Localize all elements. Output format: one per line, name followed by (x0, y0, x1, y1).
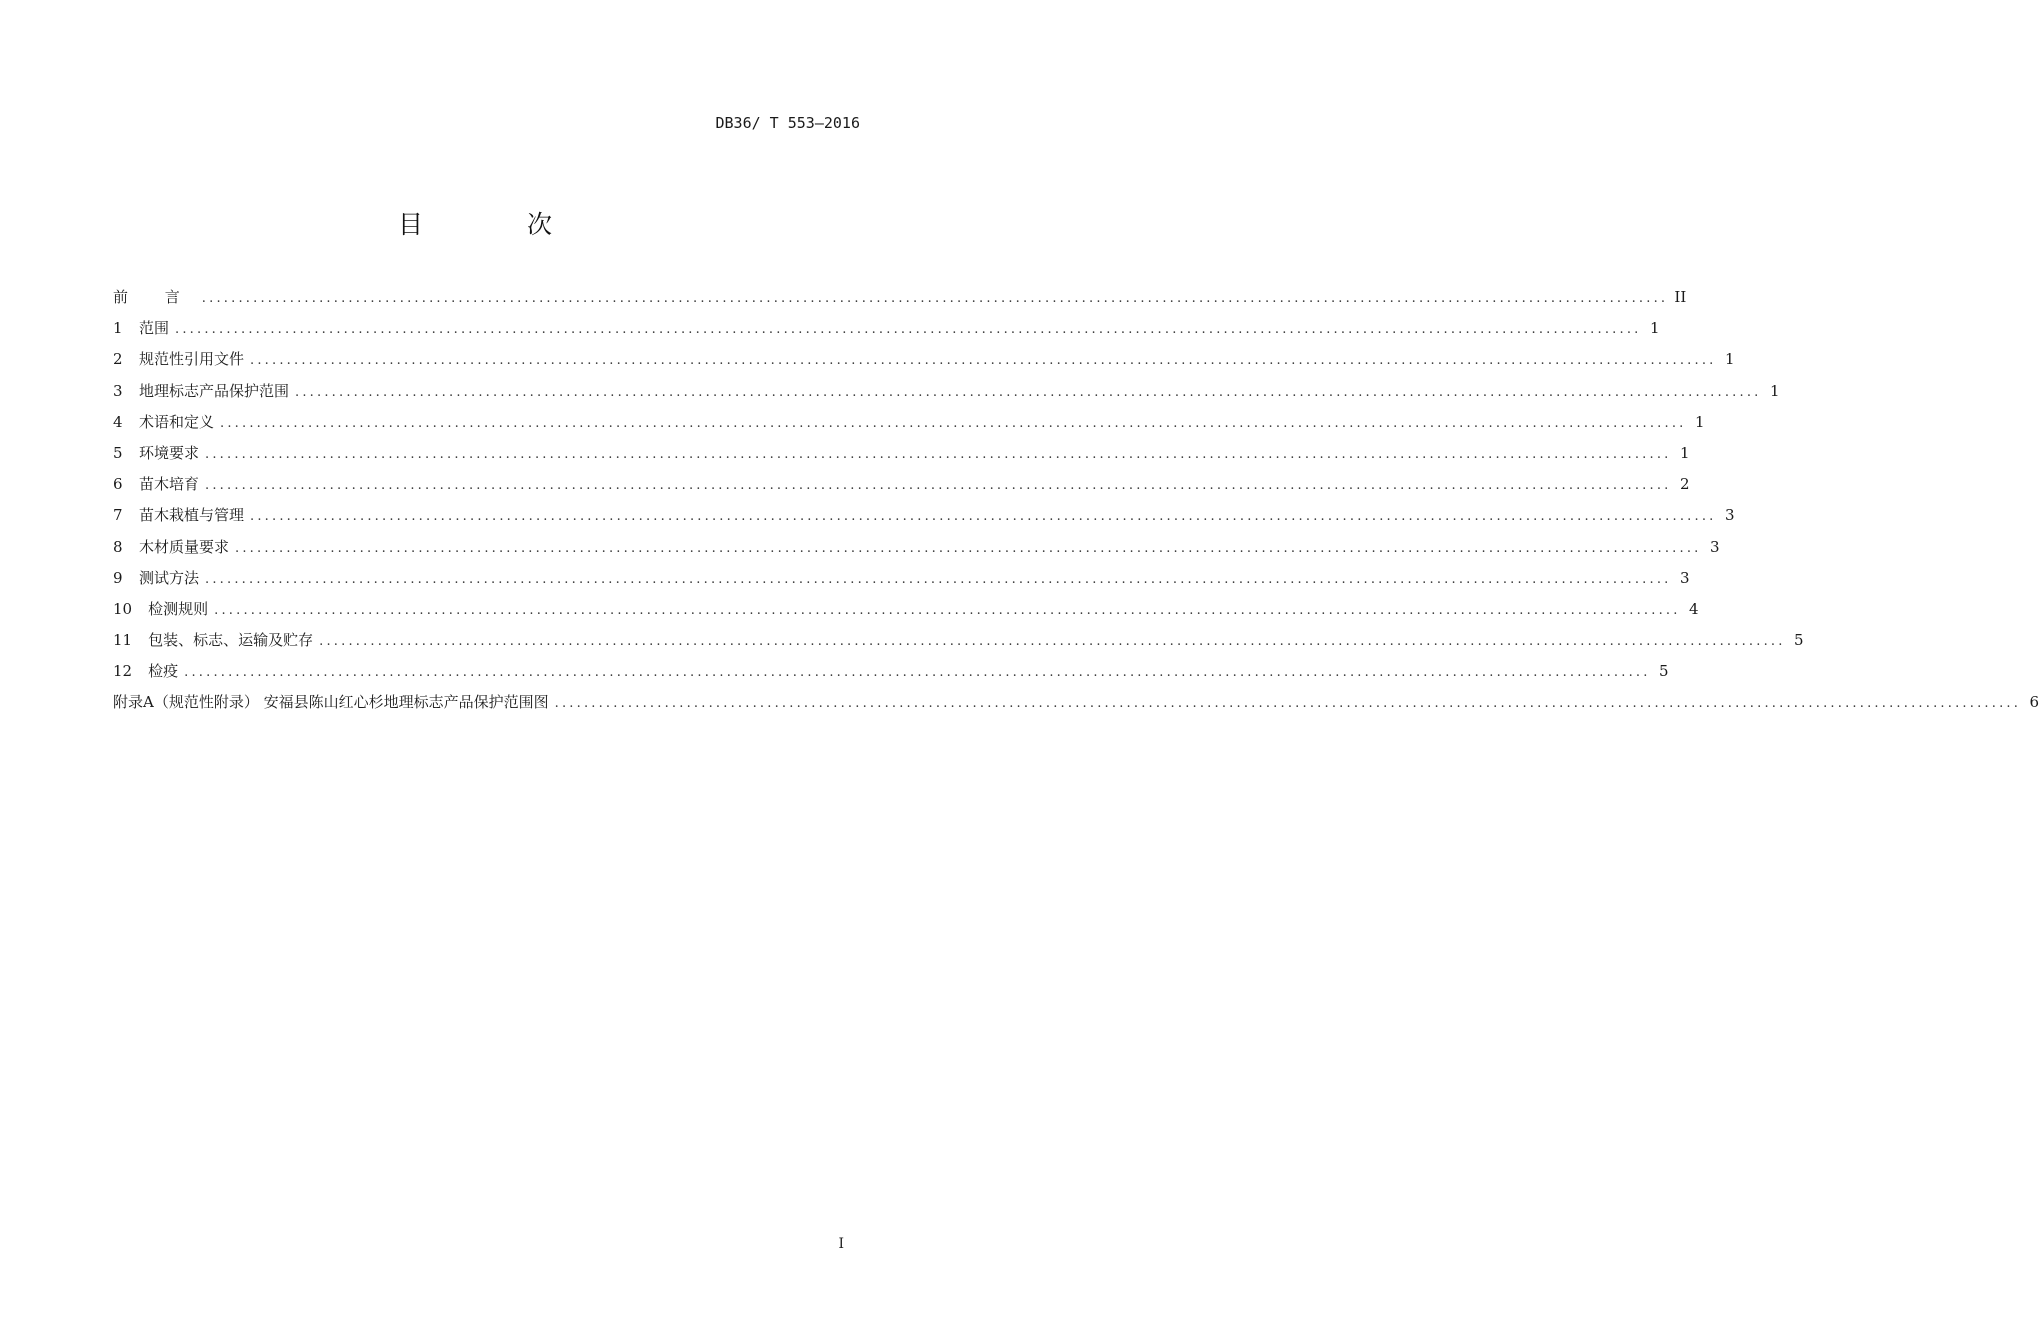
toc-entry-label: 附录A（规范性附录） 安福县陈山红心杉地理标志产品保护范围图 (113, 693, 549, 712)
toc-entry-number: 7 (113, 506, 123, 525)
toc-leader-dots: ........................................................................................................................................................................................................ (554, 696, 2022, 712)
toc-entry-foreword[interactable] (113, 284, 1687, 315)
toc-entry-label: 苗木栽植与管理 (139, 506, 245, 525)
toc-entry-environment[interactable] (113, 440, 1690, 471)
toc-entry-label: 苗木培育 (139, 475, 200, 494)
toc-leader-dots: ........................................................................................................................................................................................................ (214, 602, 1681, 618)
toc-entry-label: 环境要求 (139, 443, 200, 462)
toc-entry-number: 2 (113, 350, 123, 369)
toc-entry-page: 1 (1679, 443, 1690, 462)
toc-leader-dots: ........................................................................................................................................................................................................ (205, 446, 1672, 462)
toc-entry-planting-management[interactable] (113, 502, 1735, 533)
toc-entry-page: 3 (1709, 537, 1720, 556)
toc-entry-page: 5 (1659, 662, 1669, 681)
toc-entry-inspection-rules[interactable] (113, 596, 1699, 627)
toc-entry-page: II (1674, 288, 1687, 306)
toc-title: 目 次 (398, 210, 600, 239)
toc-entry-label: 规范性引用文件 (139, 350, 245, 369)
toc-leader-dots: ........................................................................................................................................................................................................ (250, 353, 1717, 369)
toc-entry-page: 6 (2029, 693, 2039, 712)
toc-entry-number: 4 (113, 412, 123, 431)
toc-leader-dots: ........................................................................................................................................................................................................ (205, 478, 1672, 494)
toc-entry-label: 术语和定义 (139, 412, 215, 431)
toc-entry-number: 1 (113, 319, 123, 338)
toc-entry-number: 6 (113, 475, 123, 494)
toc-entry-label: 地理标志产品保护范围 (139, 381, 290, 400)
toc-entry-scope[interactable] (113, 315, 1660, 346)
toc-leader-dots: ........................................................................................................................................................................................................ (220, 415, 1687, 431)
toc-entry-label: 木材质量要求 (139, 537, 230, 556)
toc-leader-dots: ........................................................................................................................................................................................................ (235, 540, 1702, 556)
toc-entry-number: 10 (113, 599, 133, 618)
toc-leader-dots: ........................................................................................................................................................................................................ (184, 665, 1651, 681)
toc-entry-page: 4 (1689, 599, 1699, 618)
toc-entry-number: 9 (113, 568, 123, 587)
toc-entry-quarantine[interactable] (113, 658, 1669, 689)
toc-leader-dots: ........................................................................................................................................................................................................ (250, 509, 1717, 525)
toc-entry-appendix-a[interactable] (113, 689, 2039, 720)
toc-leader-dots: ........................................................................................................................................................................................................ (175, 322, 1642, 338)
toc-entry-page: 3 (1679, 568, 1690, 587)
page-number: I (838, 1236, 844, 1252)
toc-entry-label: 测试方法 (139, 568, 200, 587)
toc-entry-label: 范围 (139, 319, 170, 338)
document-code: DB36/ T 553—2016 (715, 114, 860, 132)
toc-entry-number: 8 (113, 537, 123, 556)
toc-entry-page: 1 (1769, 381, 1780, 400)
toc-entry-number: 11 (113, 631, 133, 650)
toc-entry-label: 检测规则 (148, 599, 209, 618)
toc-entry-number: 5 (113, 443, 123, 462)
toc-entry-page: 2 (1679, 475, 1690, 494)
toc-entry-page: 1 (1694, 412, 1705, 431)
toc-entry-normative-references[interactable] (113, 346, 1735, 377)
toc-entry-page: 5 (1794, 631, 1804, 650)
toc-leader-dots: ........................................................................................................................................................................................................ (205, 571, 1672, 587)
toc-entry-page: 3 (1724, 506, 1735, 525)
toc-entry-label: 检疫 (148, 662, 179, 681)
toc-entry-number: 3 (113, 381, 123, 400)
toc-entry-protection-range[interactable] (113, 378, 1780, 409)
toc-leader-dots: ........................................................................................................................................................................................................ (201, 291, 1669, 306)
toc-entry-terms-definitions[interactable] (113, 409, 1705, 440)
toc-entry-label: 包装、标志、运输及贮存 (148, 631, 314, 650)
toc-entry-page: 1 (1724, 350, 1735, 369)
toc-entry-wood-quality[interactable] (113, 534, 1720, 565)
toc-leader-dots: ........................................................................................................................................................................................................ (295, 384, 1762, 400)
toc-entry-seedling-cultivation[interactable] (113, 471, 1690, 502)
table-of-contents (113, 284, 2039, 721)
toc-entry-test-methods[interactable] (113, 565, 1690, 596)
toc-entry-packaging-storage[interactable] (113, 627, 1804, 658)
toc-entry-label: 前 言 (113, 288, 196, 306)
toc-entry-page: 1 (1649, 319, 1660, 338)
toc-leader-dots: ........................................................................................................................................................................................................ (319, 634, 1786, 650)
toc-entry-number: 12 (113, 662, 133, 681)
